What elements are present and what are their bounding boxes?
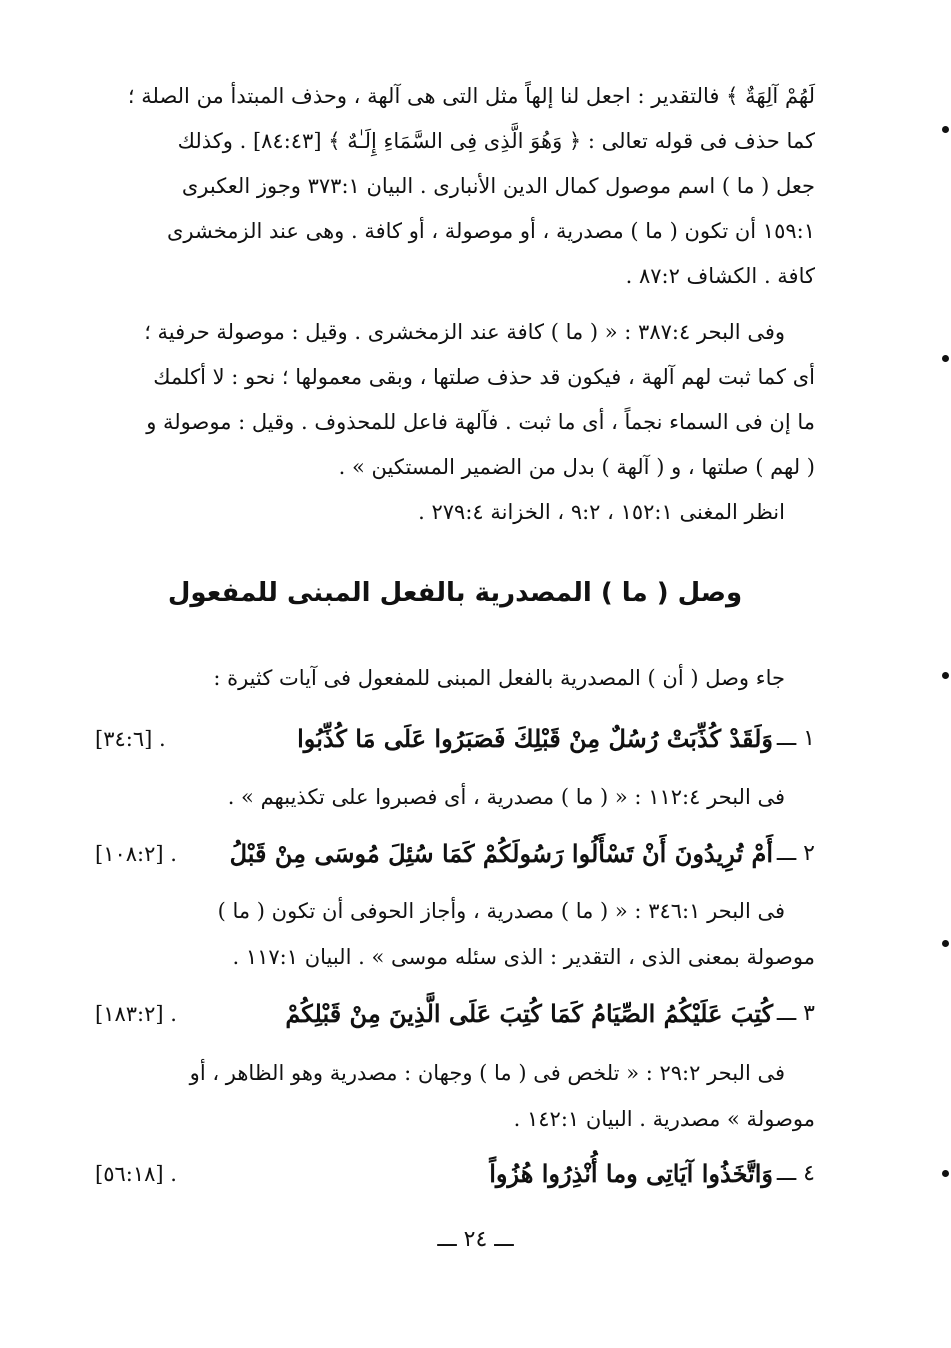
quran-verse: وَاتَّخَذُوا آيَاتِى وما أُنْذِرُوا هُزُواً xyxy=(489,1159,773,1188)
verse-item-4 xyxy=(95,1150,815,1198)
verse-item-2 xyxy=(95,830,815,878)
paragraph-line: كافة . الكشاف ٨٧:٢ . xyxy=(625,264,815,288)
paragraph-line: انظر المغنى ١٥٢:١ ، ٩:٢ ، الخزانة ٢٧٩:٤ . xyxy=(418,500,785,524)
paragraph-line: وفى البحر ٣٨٧:٤ : « ( ما ) كافة عند الزمخشرى . وقيل : موصولة حرفية ؛ xyxy=(144,320,785,344)
paragraph-line: لَهُمْ آلِهَةٌ ﴾ فالتقدير : اجعل لنا إلهاً مثل التى هى آلهة ، وحذف المبتدأ من الصلة ؛ xyxy=(127,84,815,108)
item-2-comment xyxy=(95,888,815,980)
item-1-comment xyxy=(95,774,815,820)
intro-line xyxy=(95,656,815,701)
bahr-paragraph xyxy=(95,310,815,535)
quran-verse: أَمْ تُرِيدُونَ أَنْ تَسْأَلُوا رَسُولَكُمْ كَمَا سُئِلَ مُوسَى مِنْ قَبْلُ xyxy=(229,839,773,868)
comment-line: موصولة بمعنى الذى ، التقدير : الذى سئله موسى » . البيان ١١٧:١ . xyxy=(232,945,815,969)
verse-item-3 xyxy=(95,990,815,1038)
paragraph-line: ( لهم ) صلتها ، و ( آلهة ) بدل من الضمير المستكين » . xyxy=(338,455,815,479)
item-number: ٢ ـــ xyxy=(776,841,815,866)
margin-mark xyxy=(942,672,949,679)
verse-item-1 xyxy=(95,715,815,763)
page-number: ـــ ٢٤ ـــ xyxy=(437,1227,514,1252)
verse-reference: [١٨٣:٢] . xyxy=(95,1002,177,1026)
margin-mark xyxy=(942,126,949,133)
quran-verse: كُتِبَ عَلَيْكُمُ الصِّيَامُ كَمَا كُتِبَ عَلَى الَّذِينَ مِنْ قَبْلِكُمْ xyxy=(285,999,773,1028)
verse-reference: [١٠٨:٢] . xyxy=(95,842,177,866)
verse-reference: [٥٦:١٨] . xyxy=(95,1162,177,1186)
paragraph-line: أى كما ثبت لهم آلهة ، فيكون قد حذف صلتها ، وبقى معمولها ؛ نحو : لا أكلمك xyxy=(153,365,815,389)
comment-line: فى البحر ٢٩:٢ : « تلخص فى ( ما ) وجهان : مصدرية وهو الظاهر ، أو xyxy=(189,1061,785,1085)
quran-verse: وَلَقَدْ كُذِّبَتْ رُسُلٌ مِنْ قَبْلِكَ فَصَبَرُوا عَلَى مَا كُذِّبُوا xyxy=(297,724,773,753)
section-heading: وصل ( ما ) المصدرية بالفعل المبنى للمفعول xyxy=(167,578,743,608)
margin-mark xyxy=(942,940,949,947)
paragraph-line: جعل ( ما ) اسم موصول كمال الدين الأنبارى . البيان ٣٧٣:١ وجوز العكبرى xyxy=(181,174,815,198)
item-number: ١ ـــ xyxy=(776,726,815,751)
item-3-comment xyxy=(95,1050,815,1142)
top-paragraph xyxy=(95,74,815,299)
comment-line: فى البحر ٣٤٦:١ : « ( ما ) مصدرية ، وأجاز الحوفى أن تكون ( ما ) xyxy=(217,899,785,923)
item-number: ٣ ـــ xyxy=(776,1001,815,1026)
item-number: ٤ ـــ xyxy=(776,1161,815,1186)
comment-line: موصولة » مصدرية . البيان ١٤٢:١ . xyxy=(513,1107,815,1131)
intro-text: جاء وصل ( أن ) المصدرية بالفعل المبنى للمفعول فى آيات كثيرة : xyxy=(213,666,785,690)
paragraph-line: ما إن فى السماء نجماً ، أى ما ثبت . فآلهة فاعل للمحذوف . وقيل : موصولة و xyxy=(146,410,815,434)
paragraph-line: ١٥٩:١ أن تكون ( ما ) مصدرية ، أو موصولة ، أو كافة . وهى عند الزمخشرى xyxy=(166,219,815,243)
margin-mark xyxy=(942,355,949,362)
margin-mark xyxy=(942,1170,949,1177)
verse-reference: [٣٤:٦] . xyxy=(95,727,166,751)
comment-line: فى البحر ١١٢:٤ : « ( ما ) مصدرية ، أى فصبروا على تكذيبهم » . xyxy=(227,785,785,809)
paragraph-line: كما حذف فى قوله تعالى : ﴿ وَهُوَ الَّذِى فِى السَّمَاءِ إِلَـٰهٌ ﴾ [٨٤:٤٣] . وكذلك xyxy=(177,129,815,153)
